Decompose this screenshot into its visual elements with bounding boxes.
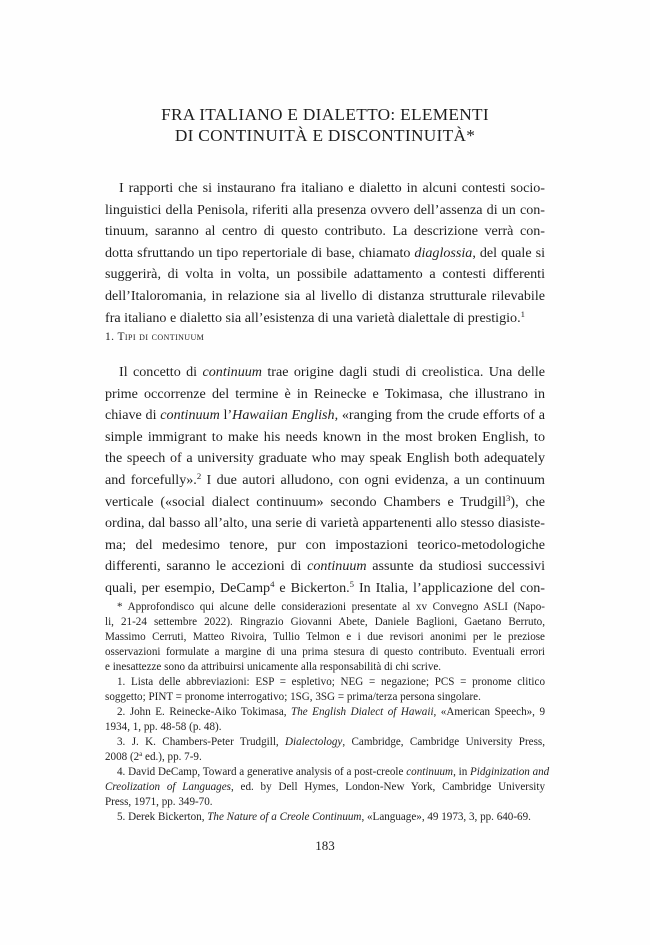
text-line: I rapporti che si instaurano fra italiano e dialetto in alcuni contesti socio- — [119, 180, 545, 196]
footnote-line: 1. Lista delle abbreviazioni: ESP = espletivo; NEG = negazione; PCS = pronome clitico — [117, 676, 545, 688]
text-line: and forcefully».$^2$ I due autori alludono, con ogni evidenza, a un continuum — [105, 471, 545, 488]
text-line: dell’Italoromania, in relazione sia al livello di distanza strutturale rilevabile — [105, 287, 545, 304]
text-line: prime occorrenze del termine è in Reinecke e Tokimasa, che illustrano in — [105, 385, 545, 402]
text-line: tinuum, saranno al centro di questo contributo. La descrizione verrà con- — [105, 223, 545, 240]
footnote-line: li, 21-24 settembre 2022). Ringrazio Giovanni Abete, Daniele Baglioni, Gaetano Berruto, — [105, 616, 545, 628]
text-line: simple immigrant to make his needs known in the most broken English, to — [105, 428, 545, 445]
footnote-line: Press, 1971, pp. 349-70. — [105, 796, 213, 808]
intro-paragraph — [105, 178, 545, 329]
text-line: quali, per esempio, DeCamp$^4$ e Bickerton.$^5$ In Italia, l’applicazione del con- — [105, 579, 545, 596]
text-line: dotta sfruttando un tipo repertoriale di base, chiamato diaglossia, del quale si — [105, 244, 545, 261]
footnotes — [105, 600, 550, 825]
text-line: differenti, saranno le accezioni di continuum assunte da studiosi successivi — [105, 558, 545, 575]
footnote-line: 2008 (2$^a$ ed.), pp. 7-9. — [105, 751, 202, 763]
footnote-line: * Approfondisco qui alcune delle considerazioni presentate al xv Convegno ASLI (Napo- — [117, 601, 545, 613]
footnote-line: soggetto; PINT = pronome interrogativo; 1SG, 3SG = prima/terza persona singolare. — [105, 691, 481, 703]
text-line: suggerirà, di volta in volta, un possibile adattamento a contesti differenti — [105, 266, 545, 283]
section-heading: 1. Tipi di continuum — [105, 331, 205, 343]
article-title — [105, 104, 545, 146]
footnote-line: e inesattezze sono da attribuirsi unicamente alla responsabilità di chi scrive. — [105, 661, 442, 673]
text-line: ordina, dal basso all’alto, una serie di varietà appartenenti allo stesso diasiste- — [105, 515, 545, 532]
text-line: Il concetto di continuum trae origine dagli studi di creolistica. Una delle — [119, 364, 545, 380]
footnote-line: 4. David DeCamp, Toward a generative analysis of a post-creole continuum, in Pidginization and — [117, 766, 550, 778]
text-line: linguistici della Penisola, riferiti alla presenza ovvero dell’assenza di un con- — [105, 201, 545, 218]
footnote-line: Creolization of Languages, ed. by Dell Hymes, London-New York, Cambridge University — [105, 781, 545, 793]
text-line: the speech of a university graduate who may speak English both adequately — [105, 450, 545, 467]
text-line: fra italiano e dialetto sia all’esistenza di una varietà dialettale di prestigio.$^1$ — [105, 308, 525, 326]
footnote-line: Massimo Cerruti, Matteo Rivoira, Tullio Telmon e i due revisori anonimi per le preziose — [105, 631, 545, 643]
text-line: verticale («social dialect continuum» secondo Chambers e Trudgill$^3$), che — [105, 492, 545, 510]
footnote-line: 2. John E. Reinecke-Aiko Tokimasa, The English Dialect of Hawaii, «American Speech», 9 — [117, 706, 545, 718]
title-line: FRA ITALIANO E DIALETTO: ELEMENTI — [161, 105, 489, 124]
footnote-line: 1934, 1, pp. 48-58 (p. 48). — [105, 721, 222, 733]
footnote-line: osservazioni formulate a margine di una prima stesura di questo contributo. Eventuali errori — [105, 646, 545, 658]
title-line: DI CONTINUITÀ E DISCONTINUITÀ* — [174, 126, 476, 145]
footnote-line: 5. Derek Bickerton, The Nature of a Creole Continuum, «Language», 49 1973, 3, pp. 640-69. — [117, 811, 531, 823]
text-line: chiave di continuum l’Hawaiian English, «ranging from the crude efforts of a — [105, 407, 545, 424]
footnote-line: 3. J. K. Chambers-Peter Trudgill, Dialectology, Cambridge, Cambridge University Press, — [117, 736, 545, 748]
section-paragraph — [105, 362, 545, 600]
text-line: ma; del medesimo tenore, pur con impostazioni teorico-metodologiche — [105, 536, 545, 553]
page-number: 183 — [315, 838, 335, 853]
